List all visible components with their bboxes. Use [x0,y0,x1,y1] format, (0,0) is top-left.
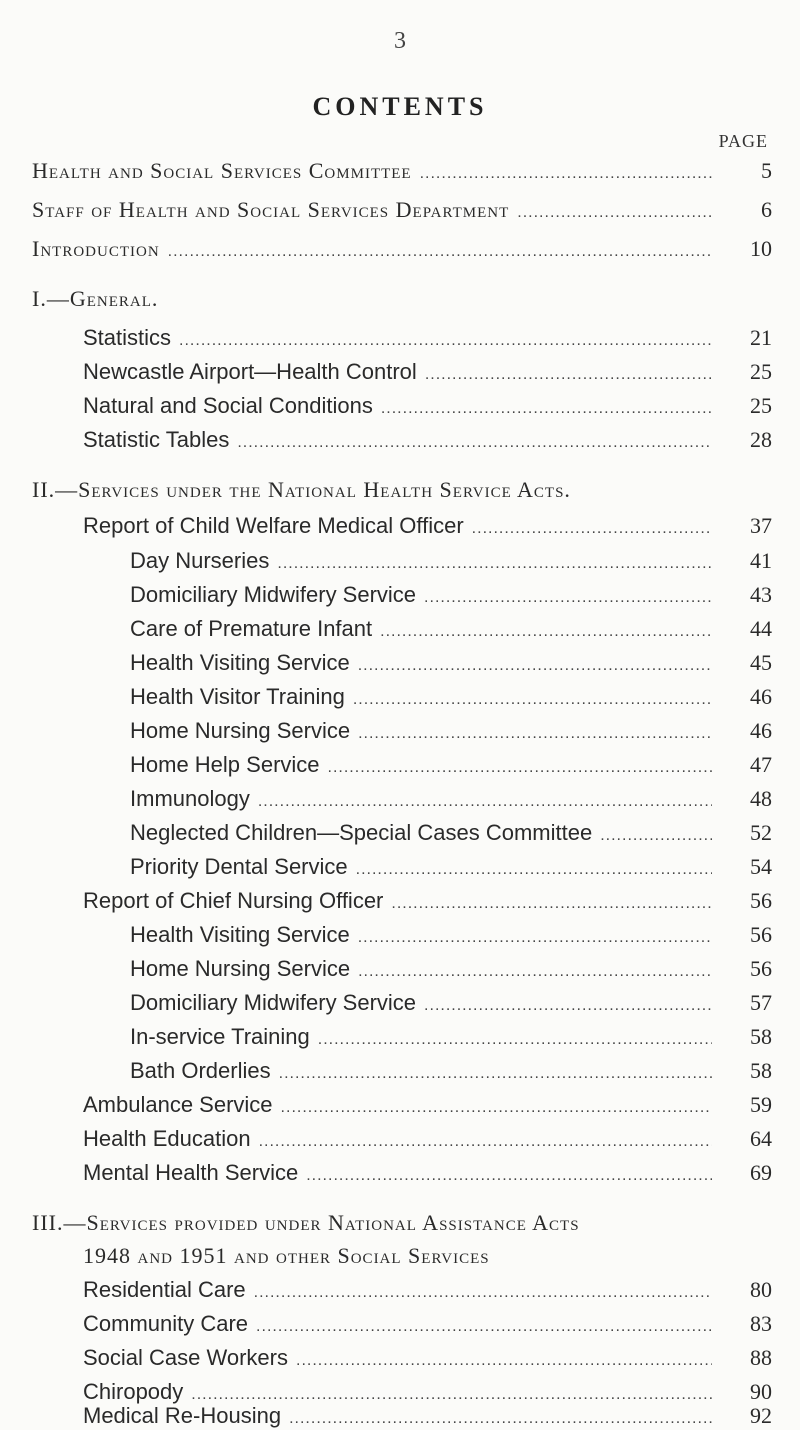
toc-entry-page: 58 [750,1058,772,1083]
toc-entry-page: 56 [750,922,772,947]
dot-leader [237,427,712,459]
dot-leader [179,325,712,357]
dot-leader [353,684,712,716]
toc-entry-label: Social Case Workers [83,1345,288,1370]
toc-entry[interactable] [0,817,800,849]
toc-entry[interactable] [0,510,800,542]
dot-leader [600,820,712,852]
toc-entry-label: Home Nursing Service [130,956,351,981]
toc-entry-label: Newcastle Airport—Health Control [83,359,417,384]
dot-leader [258,786,712,818]
toc-entry-label: Immunology [130,786,250,811]
toc-entry-label: Health Education [83,1126,251,1151]
toc-entry[interactable] [0,647,800,679]
dot-leader [358,922,712,954]
dot-leader [380,616,712,648]
toc-entry[interactable] [0,851,800,883]
toc-entry-label: Care of Premature Infant [130,616,373,641]
toc-entry-page: 69 [750,1160,772,1185]
toc-entry-page: 47 [750,752,772,777]
toc-entry-page: 10 [750,236,772,261]
toc-entry-page: 80 [750,1277,772,1302]
toc-entry-page: 37 [750,513,772,538]
toc-entry-page: 25 [750,359,772,384]
toc-entry-page: 45 [750,650,772,675]
page-number: 3 [394,28,406,54]
dot-leader [256,1311,712,1343]
toc-entry-introduction[interactable] [0,233,800,265]
toc-entry-page: 64 [750,1126,772,1151]
dot-leader [281,1092,712,1124]
section-heading-continuation: 1948 and 1951 and other Social Services [83,1243,490,1268]
toc-entry[interactable] [0,1123,800,1155]
toc-entry-page: 5 [761,158,772,183]
toc-entry-label: Chiropody [83,1379,184,1404]
toc-entry[interactable] [0,390,800,422]
toc-entry[interactable] [0,1055,800,1087]
toc-entry-label: Health Visiting Service [130,922,350,947]
dot-leader [358,956,712,988]
toc-entry-label: Natural and Social Conditions [83,393,373,418]
toc-entry[interactable] [0,579,800,611]
toc-entry-label: In-service Training [130,1024,310,1049]
toc-entry[interactable] [0,987,800,1019]
toc-entry-page: 58 [750,1024,772,1049]
toc-entry-page: 92 [750,1403,772,1428]
toc-entry-page: 6 [761,197,772,222]
toc-entry[interactable] [0,749,800,781]
toc-entry-page: 25 [750,393,772,418]
toc-entry-page: 83 [750,1311,772,1336]
toc-entry-label: Home Help Service [130,752,320,777]
toc-entry-label: Health Visitor Training [130,684,345,709]
toc-entry[interactable] [0,919,800,951]
toc-entry-page: 48 [750,786,772,811]
toc-entry-label: Health and Social Services Committee [32,158,412,183]
dot-leader [424,990,712,1022]
dot-leader [318,1024,712,1056]
dot-leader [306,1160,712,1192]
toc-entry[interactable] [0,424,800,456]
dot-leader [424,582,712,614]
section-heading-national-assistance: III.—Services provided under National Assistance Acts [32,1210,580,1235]
toc-entry-page: 90 [750,1379,772,1404]
dot-leader [391,888,712,920]
contents-title: CONTENTS [312,92,488,121]
toc-entry-label: Community Care [83,1311,249,1336]
toc-entry-committee[interactable] [0,155,800,187]
toc-entry[interactable] [0,1274,800,1306]
toc-entry[interactable] [0,885,800,917]
dot-leader [168,236,712,268]
toc-entry-page: 41 [750,548,772,573]
toc-entry-label: Neglected Children—Special Cases Committee [130,820,593,845]
toc-entry-page: 21 [750,325,772,350]
dot-leader [328,752,712,784]
toc-entry[interactable] [0,1376,800,1408]
toc-entry-page: 54 [750,854,772,879]
toc-entry[interactable] [0,715,800,747]
toc-entry-label: Introduction [32,236,160,261]
page-column-label: PAGE [718,131,768,151]
toc-entry[interactable] [0,1021,800,1053]
dot-leader [356,854,712,886]
toc-entry-page: 59 [750,1092,772,1117]
toc-entry-label: Ambulance Service [83,1092,273,1117]
toc-entry-page: 46 [750,718,772,743]
dot-leader [358,650,712,682]
toc-entry-label: Staff of Health and Social Services Department [32,197,510,222]
toc-entry-page: 52 [750,820,772,845]
section-heading-nhs-acts: II.—Services under the National Health Service Acts. [32,477,571,502]
toc-entry-page: 56 [750,888,772,913]
toc-entry-page: 43 [750,582,772,607]
toc-entry-page: 57 [750,990,772,1015]
toc-entry[interactable] [0,1342,800,1374]
toc-entry-page: 28 [750,427,772,452]
dot-leader [259,1126,712,1158]
toc-entry[interactable] [0,545,800,577]
toc-entry-label: Day Nurseries [130,548,270,573]
toc-entry[interactable] [0,953,800,985]
toc-entry-label: Residential Care [83,1277,246,1302]
dot-leader [296,1345,712,1377]
toc-entry-label: Bath Orderlies [130,1058,271,1083]
toc-entry-staff[interactable] [0,194,800,226]
toc-entry-label: Home Nursing Service [130,718,351,743]
toc-entry[interactable] [0,1089,800,1121]
dot-leader [420,158,712,190]
toc-entry[interactable] [0,613,800,645]
toc-entry-label: Medical Re-Housing [83,1405,282,1428]
dot-leader [254,1277,712,1309]
toc-entry-page: 88 [750,1345,772,1370]
toc-entry-label: Mental Health Service [83,1160,299,1185]
toc-entry-label: Statistic Tables [83,427,230,452]
toc-entry-label: Domiciliary Midwifery Service [130,582,417,607]
section-heading-general: I.—General. [32,286,159,311]
toc-entry-label: Health Visiting Service [130,650,350,675]
toc-entry[interactable] [0,681,800,713]
toc-entry-label: Domiciliary Midwifery Service [130,990,417,1015]
toc-entry-label: Report of Child Welfare Medical Officer [83,513,464,538]
dot-leader [279,1058,712,1090]
toc-entry-label: Statistics [83,325,172,350]
dot-leader [517,197,712,229]
toc-entry-label: Priority Dental Service [130,854,348,879]
toc-entry-page: 56 [750,956,772,981]
toc-entry[interactable] [0,1308,800,1340]
dot-leader [472,513,712,545]
toc-entry[interactable] [0,783,800,815]
toc-entry[interactable] [0,1157,800,1189]
toc-entry-label: Report of Chief Nursing Officer [83,888,384,913]
toc-entry-page: 46 [750,684,772,709]
dot-leader [358,718,712,750]
toc-entry[interactable] [0,1405,800,1427]
toc-entry[interactable] [0,356,800,388]
dot-leader [381,393,712,425]
dot-leader [425,359,712,391]
toc-entry[interactable] [0,322,800,354]
toc-entry-page: 44 [750,616,772,641]
dot-leader [277,548,712,580]
